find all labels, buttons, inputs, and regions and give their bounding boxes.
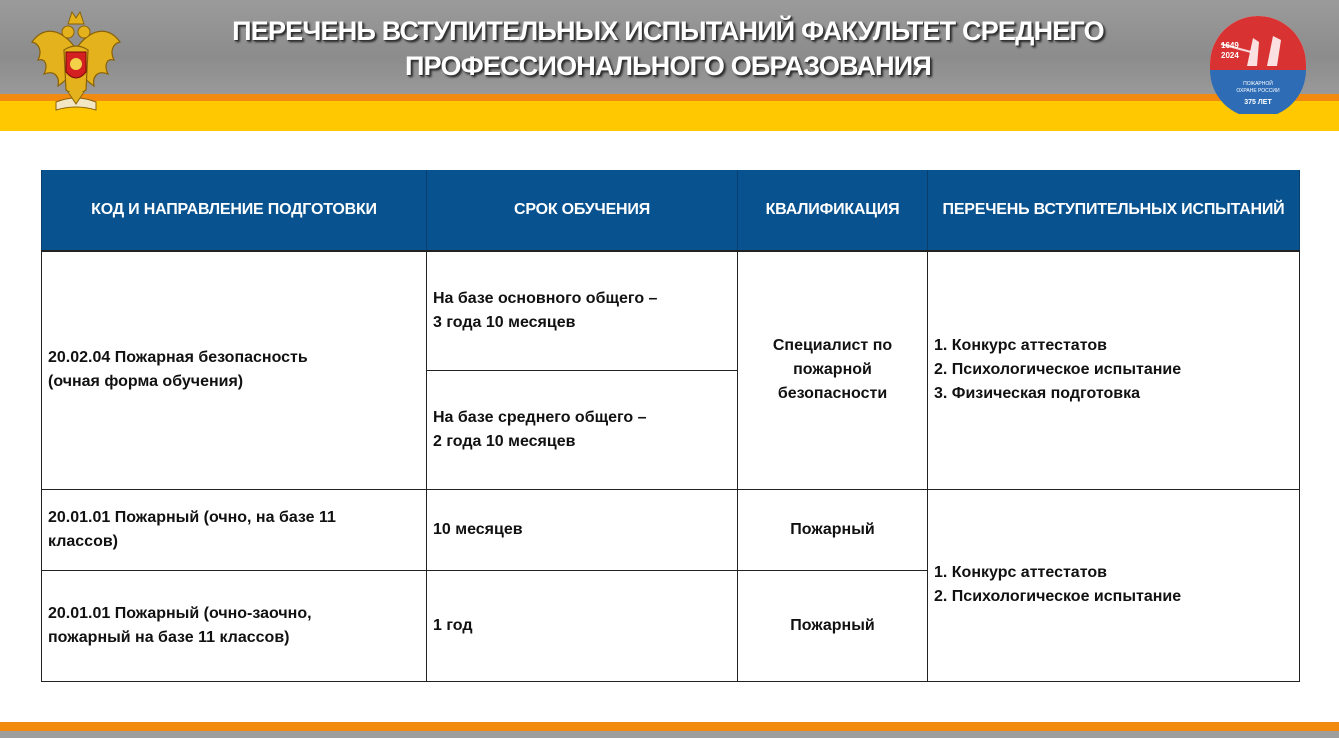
program2-qualification-cell: Пожарный [738, 489, 928, 570]
header-yellow-stripe [0, 101, 1339, 131]
program1-qualification-line3: безопасности [777, 385, 888, 403]
program1-tests-cell [928, 251, 1300, 489]
badge-year-top: 1649 [1221, 41, 1239, 50]
program2-name-line1: 20.01.01 Пожарный (очно, на базе 11 [48, 508, 336, 526]
program1-qualification-line1: Специалист по [772, 337, 893, 355]
page-title [150, 14, 1186, 84]
program3-name-line2: пожарный на базе 11 классов) [48, 628, 290, 646]
header-cell-qualification: КВАЛИФИКАЦИЯ [738, 170, 928, 251]
program1-duration-a-cell [427, 251, 738, 370]
program2-name-line2: классов) [48, 532, 118, 550]
fire-protection-anniversary-badge-icon [1207, 14, 1309, 114]
entrance-tests-table [41, 170, 1300, 682]
program1-duration-a-line2: 3 года 10 месяцев [433, 313, 576, 331]
header-cell-duration: СРОК ОБУЧЕНИЯ [427, 170, 738, 251]
program1-name-line2: (очная форма обучения) [48, 373, 244, 391]
badge-caption-line1: ПОЖАРНОЙ [1243, 81, 1273, 87]
badge-caption-line2: ОХРАНЕ РОССИИ [1236, 88, 1280, 94]
program1-name-line1: 20.02.04 Пожарная безопасность [48, 349, 308, 367]
badge-year-bottom: 2024 [1221, 51, 1239, 60]
page-title-line2: ПРОФЕССИОНАЛЬНОГО ОБРАЗОВАНИЯ [404, 51, 932, 81]
program1-duration-b-cell [427, 370, 738, 489]
list-item: 3. Физическая подготовка [934, 385, 1140, 403]
program2-duration-cell: 10 месяцев [427, 489, 738, 570]
eagle-emblem-icon [28, 6, 124, 118]
table-header-row [42, 170, 1300, 251]
program1-tests-list [934, 334, 1293, 406]
page-title-line1: ПЕРЕЧЕНЬ ВСТУПИТЕЛЬНЫХ ИСПЫТАНИЙ ФАКУЛЬТЕТ СРЕДНЕГО [232, 16, 1104, 46]
list-item: 1. Конкурс аттестатов [934, 337, 1107, 355]
program1-qualification-line2: пожарной [793, 361, 872, 379]
header-cell-tests: ПЕРЕЧЕНЬ ВСТУПИТЕЛЬНЫХ ИСПЫТАНИЙ [928, 170, 1300, 251]
footer-orange-stripe [0, 722, 1339, 731]
program3-duration-cell: 1 год [427, 570, 738, 681]
shared-tests-cell [928, 489, 1300, 681]
footer-gray-stripe [0, 731, 1339, 738]
table-row [42, 251, 1300, 370]
header-cell-program: КОД И НАПРАВЛЕНИЕ ПОДГОТОВКИ [42, 170, 427, 251]
program1-duration-b-line1: На базе среднего общего – [433, 408, 647, 426]
shared-tests-list [934, 561, 1293, 609]
program1-name-cell [42, 251, 427, 489]
list-item: 1. Конкурс аттестатов [934, 564, 1107, 582]
program3-name-line1: 20.01.01 Пожарный (очно-заочно, [48, 604, 312, 622]
table-row [42, 489, 1300, 570]
list-item: 2. Психологическое испытание [934, 588, 1182, 606]
program3-qualification-cell: Пожарный [738, 570, 928, 681]
program3-name-cell [42, 570, 427, 681]
program1-duration-a-line1: На базе основного общего – [433, 289, 658, 307]
program2-name-cell [42, 489, 427, 570]
list-item: 2. Психологическое испытание [934, 361, 1182, 379]
program1-duration-b-line2: 2 года 10 месяцев [433, 432, 576, 450]
badge-anniversary: 375 ЛЕТ [1244, 99, 1272, 106]
program1-qualification-cell [738, 251, 928, 489]
header-orange-stripe [0, 94, 1339, 101]
